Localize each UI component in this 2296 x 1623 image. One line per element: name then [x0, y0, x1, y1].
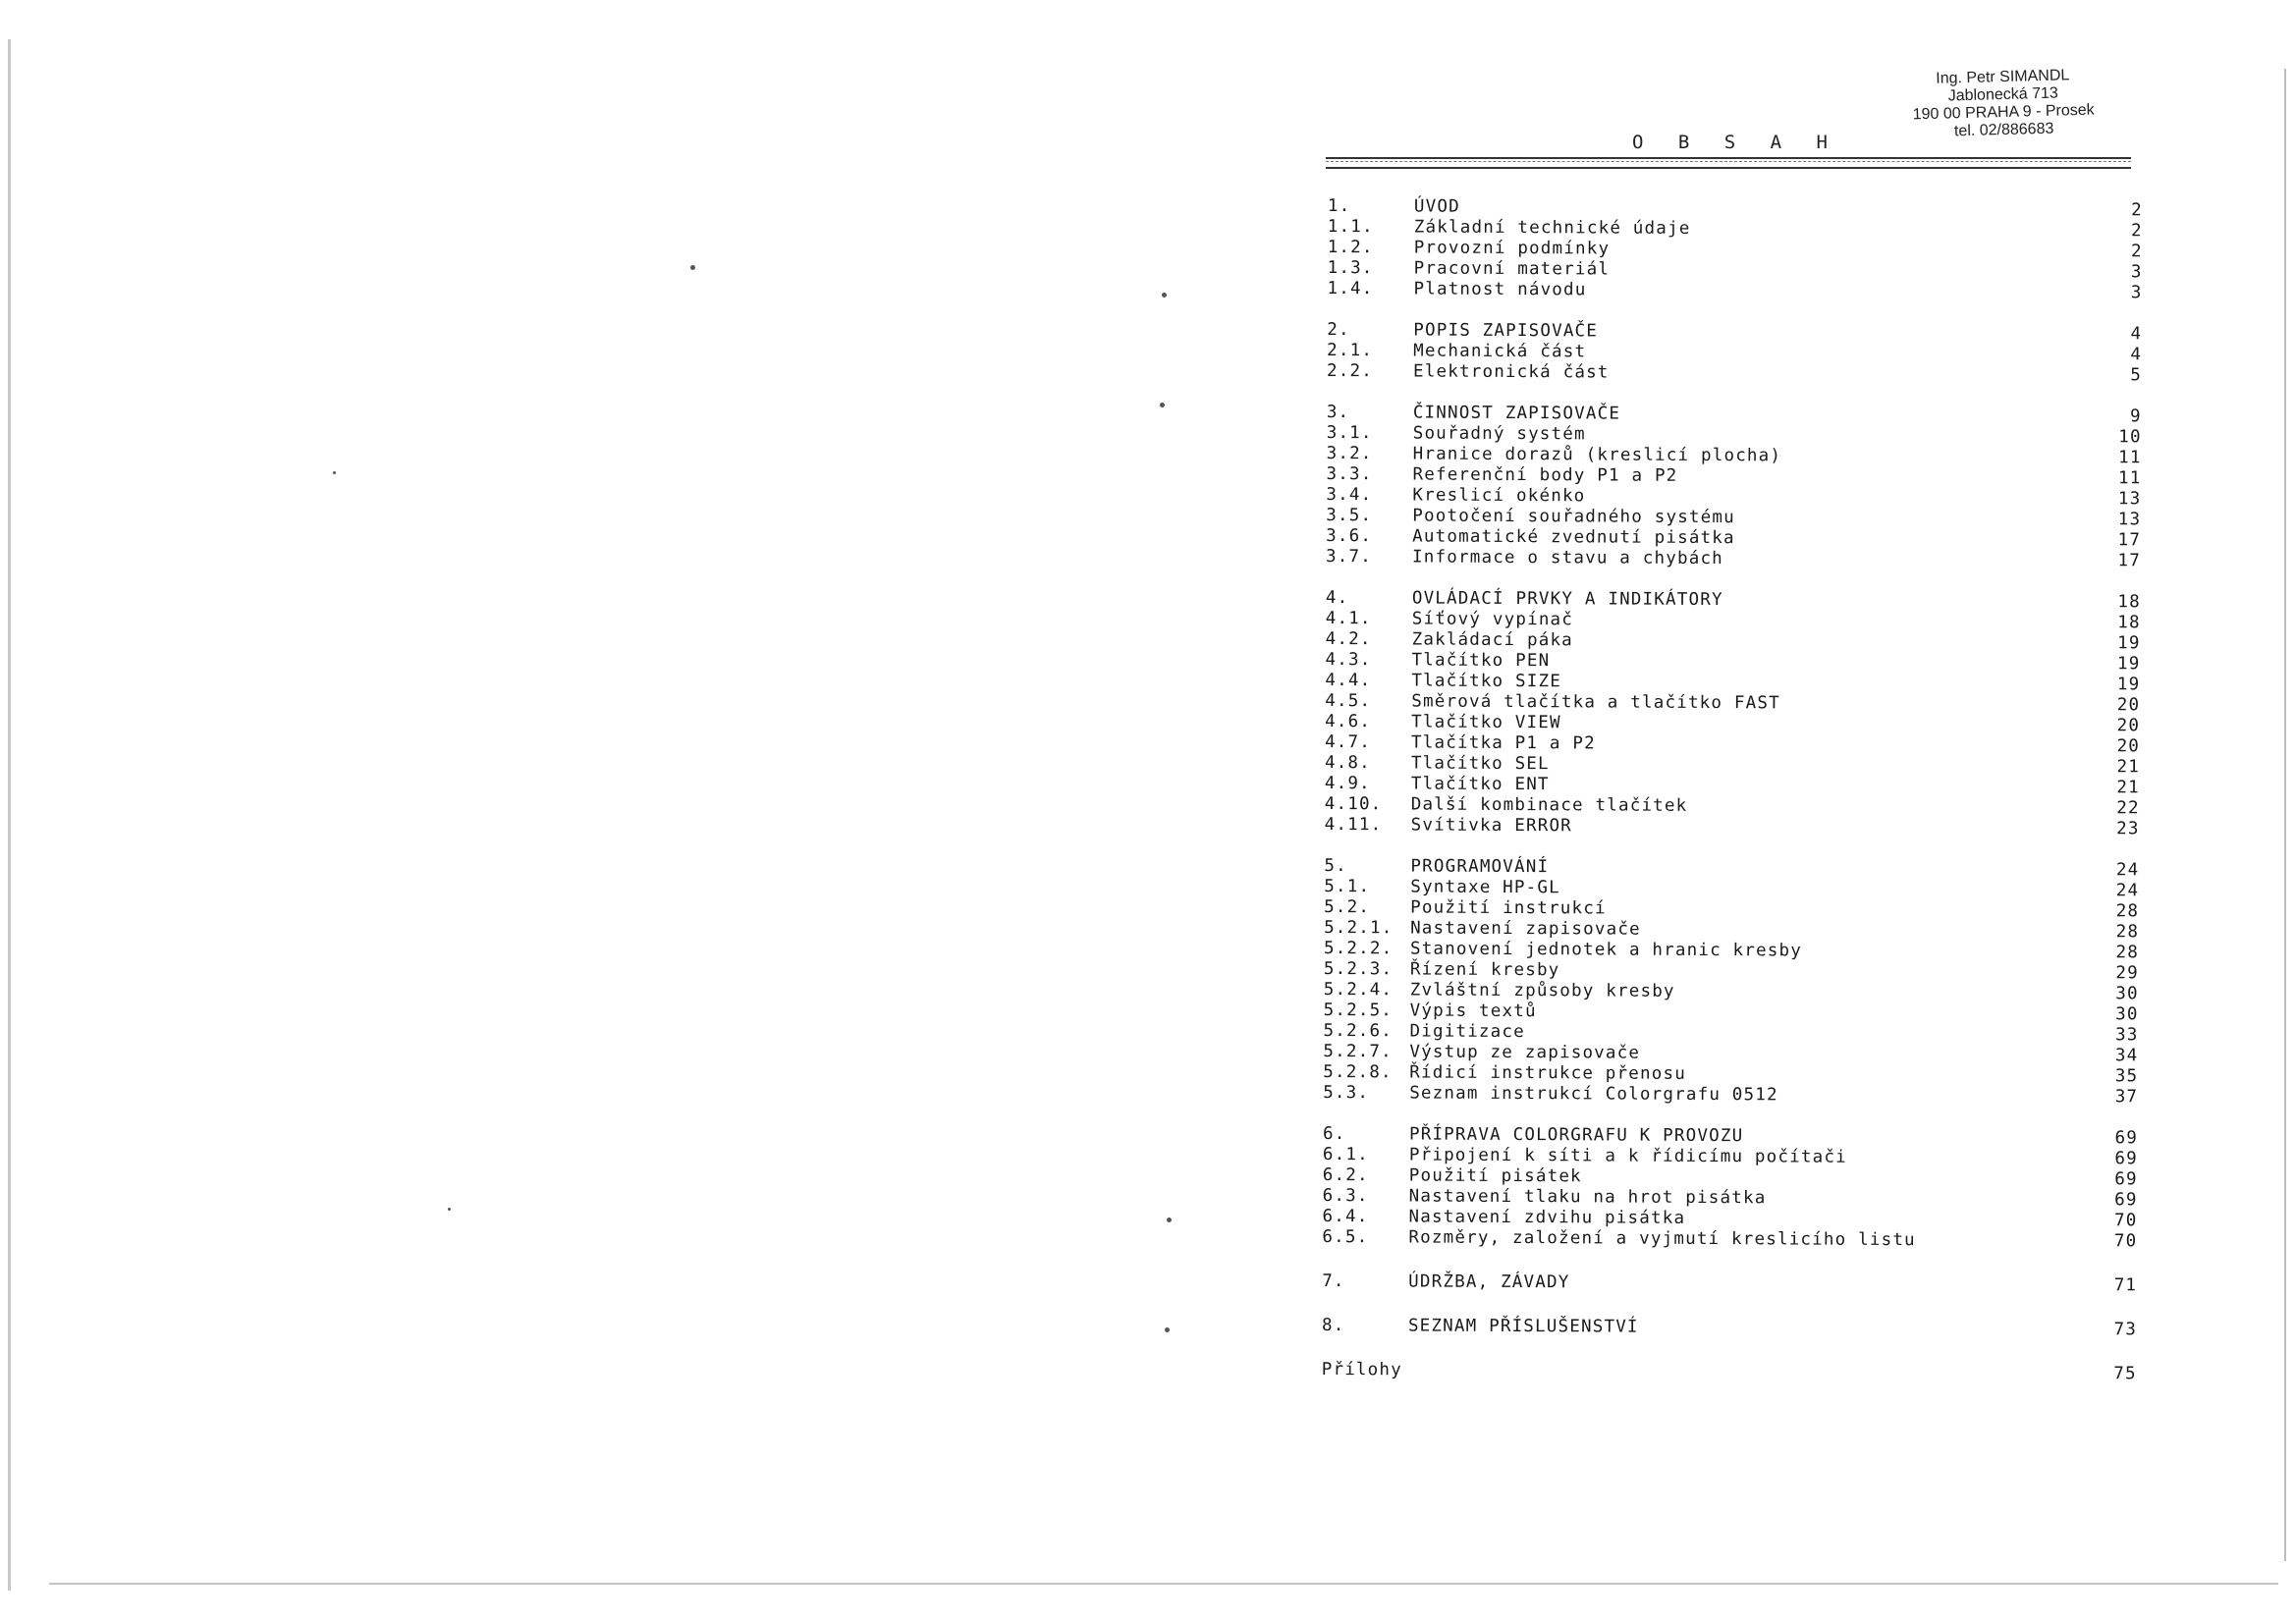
toc-row: [1327, 361, 2142, 386]
scan-speck: [1160, 403, 1165, 407]
toc-section-title: Síťový vypínač: [1411, 609, 1574, 630]
toc-page-number: 35: [2114, 1066, 2139, 1087]
toc-section-number: 5.3.: [1323, 1082, 1370, 1104]
toc-page-number: 73: [2113, 1320, 2138, 1340]
toc-section-number: 5.2.: [1324, 896, 1371, 918]
toc-page-number: 2: [2131, 221, 2143, 242]
toc-page-number: 70: [2114, 1211, 2138, 1231]
toc-page-number: 3: [2130, 262, 2143, 283]
toc-page-number: 18: [2117, 592, 2141, 613]
toc-page-number: 18: [2117, 613, 2141, 633]
toc-page-number: 28: [2115, 922, 2140, 943]
toc-section-number: 4.4.: [1325, 670, 1372, 691]
toc-section-number: 5.: [1324, 855, 1347, 877]
toc-section-number: 5.2.2.: [1323, 938, 1394, 959]
toc-section-number: 4.: [1325, 587, 1349, 609]
toc-section-number: 1.4.: [1327, 278, 1374, 299]
toc-section-title: Směrová tlačítka a tlačítko FAST: [1411, 691, 1780, 714]
stamp-name: Ing. Petr SIMANDL: [1936, 67, 2070, 87]
toc-page-number: 13: [2117, 510, 2142, 530]
toc-section-number: 3.3.: [1326, 463, 1373, 485]
toc-page-number: 21: [2116, 778, 2140, 798]
toc-page-number: 69: [2114, 1190, 2138, 1211]
toc-page-number: 19: [2116, 675, 2141, 695]
toc-section-number: 3.5.: [1326, 505, 1373, 526]
toc-section-number: 6.: [1322, 1123, 1346, 1145]
toc-section-title: Seznam instrukcí Colorgrafu 0512: [1409, 1083, 1778, 1106]
toc-section-title: Řídicí instrukce přenosu: [1409, 1062, 1687, 1084]
toc-page-number: 71: [2113, 1275, 2138, 1296]
toc-page-number: 34: [2114, 1046, 2139, 1066]
toc-section-title: Pootočení souřadného systému: [1412, 506, 1735, 528]
toc-section-title: PROGRAMOVÁNÍ: [1410, 856, 1550, 878]
scan-speck: [1167, 1217, 1172, 1222]
toc-section-number: 3.: [1326, 402, 1350, 423]
toc-page-number: 24: [2115, 860, 2140, 881]
toc-section-number: 6.2.: [1322, 1164, 1369, 1186]
toc-section-number: 5.2.5.: [1323, 1000, 1394, 1021]
toc-page-number: 69: [2114, 1169, 2138, 1190]
toc-section-number: 6.5.: [1322, 1226, 1369, 1248]
toc-section-number: 3.2.: [1326, 443, 1373, 464]
toc-section-number: 4.5.: [1325, 690, 1372, 712]
toc-section-number: 2.2.: [1327, 360, 1374, 382]
toc-section-number: 5.1.: [1324, 876, 1371, 897]
toc-page-number: 28: [2115, 943, 2140, 963]
toc-section-number: 3.1.: [1326, 422, 1373, 444]
toc-page-number: 23: [2116, 819, 2140, 839]
toc-page-number: 9: [2130, 406, 2142, 427]
toc-section-number: 1.2.: [1327, 237, 1374, 258]
toc-page-number: 75: [2113, 1364, 2137, 1384]
toc-section-title: Zakládací páka: [1411, 629, 1573, 651]
scan-speck: [333, 471, 336, 474]
stamp-city: 190 00 PRAHA 9 - Prosek: [1912, 101, 2095, 124]
toc-section-number: 5.2.6.: [1323, 1020, 1394, 1042]
stamp-phone: tel. 02/886683: [1953, 120, 2054, 140]
toc-section-number: 3.7.: [1326, 546, 1373, 568]
toc-section-title: Tlačítko PEN: [1411, 650, 1551, 672]
toc-section-number: 7.: [1322, 1271, 1345, 1292]
toc-section-title: Zvláštní způsoby kresby: [1409, 980, 1675, 1001]
toc-section-title: Použití instrukcí: [1410, 897, 1607, 919]
toc-section-number: 8.: [1321, 1315, 1345, 1336]
toc-page-number: 21: [2116, 757, 2141, 778]
toc-section-number: 5.2.8.: [1323, 1061, 1393, 1083]
toc-page-number: 30: [2115, 984, 2139, 1004]
toc-section-title: SEZNAM PŘÍSLUŠENSTVÍ: [1407, 1316, 1639, 1337]
toc-section-title: Svítivka ERROR: [1410, 815, 1573, 837]
table-of-contents: [1322, 196, 2143, 1384]
toc-section-title: Hranice dorazů (kreslicí plocha): [1412, 444, 1782, 466]
toc-section-number: 4.2.: [1325, 628, 1372, 650]
toc-page-number: 11: [2118, 448, 2142, 468]
toc-page-number: 19: [2117, 633, 2141, 654]
toc-section-number: 6.3.: [1322, 1185, 1369, 1207]
toc-page-number: 19: [2116, 654, 2141, 675]
toc-section-number: 6.4.: [1322, 1206, 1369, 1227]
toc-section-title: Elektronická část: [1413, 361, 1610, 383]
toc-section-title: Tlačítko VIEW: [1411, 712, 1561, 733]
toc-section-title: Provozní podmínky: [1413, 238, 1611, 259]
toc-row: [1323, 1083, 2138, 1108]
toc-page-number: 20: [2116, 695, 2141, 716]
toc-section-number: 4.9.: [1324, 773, 1371, 794]
toc-section-title: Rozměry, založení a vyjmutí kreslicího listu: [1408, 1227, 1916, 1251]
toc-page-number: 17: [2117, 551, 2142, 571]
toc-page-number: 10: [2118, 427, 2142, 448]
toc-page-number: 3: [2130, 283, 2143, 303]
toc-page-number: 69: [2114, 1149, 2138, 1169]
toc-section-title: Řízení kresby: [1409, 959, 1560, 981]
toc-page-number: 37: [2114, 1087, 2139, 1108]
toc-row: [1322, 1271, 2137, 1296]
toc-section-title: Výstup ze zapisovače: [1409, 1042, 1641, 1063]
toc-section-title: Základní technické údaje: [1413, 217, 1691, 239]
toc-section-title: Tlačítko SEL: [1410, 753, 1550, 775]
toc-section-title: Pracovní materiál: [1413, 258, 1611, 280]
toc-page-number: 70: [2113, 1231, 2138, 1252]
toc-section-number: 3.6.: [1326, 525, 1373, 547]
toc-row: [1322, 1316, 2137, 1340]
toc-section-title: Nastavení zapisovače: [1410, 918, 1641, 940]
toc-section-number: 4.6.: [1325, 711, 1372, 732]
toc-page-number: 17: [2117, 530, 2142, 551]
toc-section-number: 4.8.: [1324, 752, 1371, 774]
toc-row: [1325, 815, 2140, 839]
toc-page-number: 20: [2116, 736, 2141, 757]
toc-page-number: 20: [2116, 716, 2141, 736]
toc-section-title: Platnost návodu: [1413, 279, 1587, 300]
scan-edge-left: [8, 39, 11, 1591]
toc-row: [1326, 547, 2141, 571]
toc-section-title: Tlačítka P1 a P2: [1411, 732, 1596, 754]
toc-page-number: 33: [2115, 1025, 2139, 1046]
toc-section-number: 5.2.4.: [1323, 979, 1394, 1001]
toc-section-number: 4.1.: [1325, 608, 1372, 629]
toc-page-number: 4: [2130, 324, 2143, 345]
toc-page-number: 30: [2115, 1004, 2139, 1025]
toc-section-title: Referenční body P1 a P2: [1412, 464, 1678, 486]
toc-row: [1322, 1360, 2137, 1384]
toc-section-number: 1.: [1327, 196, 1351, 217]
scan-speck: [690, 265, 695, 270]
toc-page-number: 11: [2117, 468, 2142, 489]
toc-page-number: 2: [2131, 200, 2143, 221]
toc-section-number: 3.4.: [1326, 484, 1373, 506]
toc-section-number: 2.: [1327, 319, 1350, 341]
toc-section-title: Automatické zvednutí pisátka: [1412, 526, 1735, 549]
toc-section-title: Výpis textů: [1409, 1001, 1537, 1022]
toc-page-number: 13: [2117, 489, 2142, 510]
toc-row: [1322, 1227, 2137, 1252]
toc-section-title: ÚDRŽBA, ZÁVADY: [1408, 1271, 1570, 1293]
toc-section-number: 1.3.: [1327, 257, 1374, 279]
toc-page-number: 29: [2115, 963, 2139, 984]
toc-section-number: 4.11.: [1324, 814, 1383, 836]
toc-section-title: Použití pisátek: [1408, 1165, 1582, 1187]
scan-edge-right: [2284, 69, 2286, 1561]
toc-page-number: 69: [2114, 1128, 2139, 1149]
toc-page-number: 28: [2115, 901, 2140, 922]
scan-speck: [1165, 1327, 1170, 1332]
scan-speck: [1162, 293, 1167, 298]
toc-section-title: Tlačítko SIZE: [1411, 671, 1562, 692]
toc-section-title: Mechanická část: [1413, 341, 1587, 362]
toc-section-number: 5.2.7.: [1323, 1041, 1393, 1062]
toc-section-title: Další kombinace tlačítek: [1410, 794, 1688, 816]
toc-section-title: Připojení k síti a k řídicímu počítači: [1408, 1145, 1847, 1167]
toc-section-title: Nastavení tlaku na hrot pisátka: [1408, 1186, 1767, 1209]
toc-section-title: ČINNOST ZAPISOVAČE: [1412, 403, 1621, 424]
toc-section-number: 4.7.: [1325, 731, 1372, 753]
toc-row: [1327, 279, 2142, 303]
toc-section-title: POPIS ZAPISOVAČE: [1413, 320, 1599, 342]
toc-page-number: 4: [2130, 345, 2143, 365]
toc-section-number: 6.1.: [1322, 1144, 1369, 1165]
toc-section-number: 5.2.3.: [1323, 958, 1394, 980]
toc-section-title: Syntaxe HP-GL: [1410, 877, 1560, 898]
toc-page-number: 5: [2130, 365, 2143, 386]
toc-section-title: PŘÍPRAVA COLORGRAFU K PROVOZU: [1408, 1124, 1744, 1147]
toc-section-number: 4.10.: [1324, 793, 1383, 815]
toc-section-title: Nastavení zdvihu pisátka: [1408, 1207, 1686, 1228]
toc-section-title: Digitizace: [1409, 1021, 1525, 1043]
toc-page-number: 22: [2116, 798, 2140, 819]
toc-section-number: 5.2.1.: [1324, 917, 1394, 939]
toc-section-title: Souřadný systém: [1412, 423, 1586, 445]
toc-page-number: 24: [2115, 881, 2140, 901]
page-title: O B S A H: [1632, 132, 1839, 153]
toc-section-title: OVLÁDACÍ PRVKY A INDIKÁTORY: [1411, 588, 1723, 611]
stamp-street: Jablonecká 713: [1947, 84, 2059, 105]
toc-section-title: Stanovení jednotek a hranic kresby: [1409, 939, 1803, 961]
toc-page-number: 2: [2130, 242, 2143, 262]
author-stamp: [1865, 65, 2142, 142]
toc-section-number: 1.1.: [1327, 216, 1374, 238]
toc-section-title: Informace o stavu a chybách: [1412, 547, 1724, 569]
toc-section-title: Přílohy: [1321, 1359, 1402, 1380]
toc-section-title: Kreslicí okénko: [1412, 485, 1586, 507]
toc-section-title: Tlačítko ENT: [1410, 774, 1550, 795]
toc-section-number: 4.3.: [1325, 649, 1372, 671]
scan-edge-bottom: [49, 1583, 2278, 1585]
title-divider: [1326, 157, 2131, 169]
scan-speck: [448, 1208, 451, 1211]
toc-section-number: 2.1.: [1327, 340, 1374, 361]
toc-section-title: ÚVOD: [1413, 196, 1460, 217]
